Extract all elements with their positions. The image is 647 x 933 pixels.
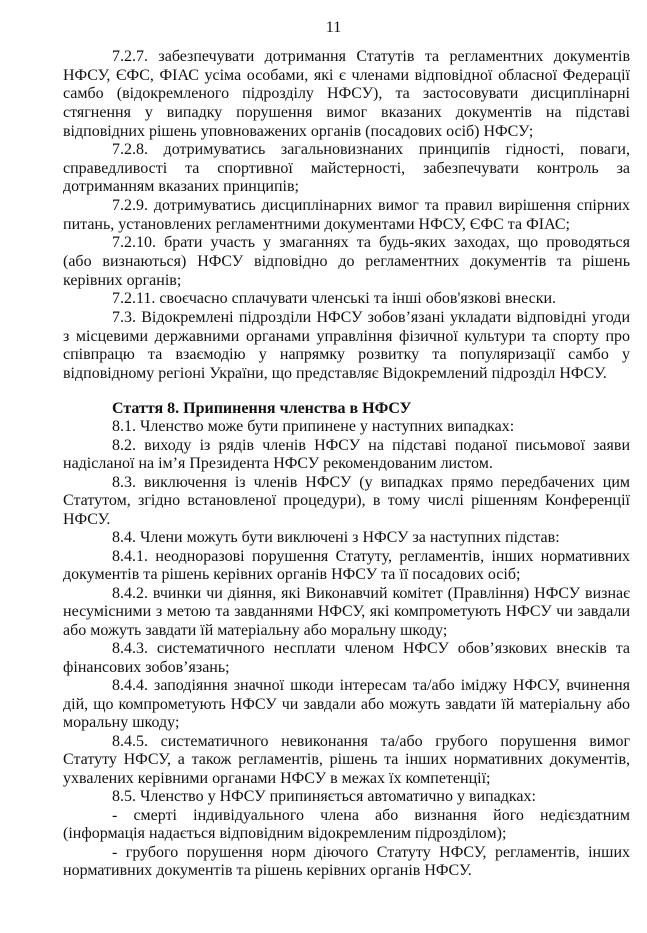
text-line: 8.4.3. систематичного несплати членом НФСУ обов’язкових внесків та bbox=[112, 640, 630, 658]
paragraph bbox=[63, 474, 630, 530]
paragraph bbox=[63, 640, 630, 677]
text-line: співпрацю та взаємодію у напрямку розвитку та популяризації самбо у bbox=[63, 346, 630, 364]
page-number: 11 bbox=[325, 19, 342, 36]
text-line: або можуть завдати їй матеріальну або моральну шкоду; bbox=[63, 621, 448, 639]
text-line: 8.4.4. заподіяння значної шкоди інтересам та/або іміджу НФСУ, вчинення bbox=[112, 677, 630, 695]
text-line: 8.4. Члени можуть бути виключені з НФСУ за наступних підстав: bbox=[112, 529, 560, 547]
text-line: документів та рішень керівних органів НФСУ та її посадових осіб; bbox=[63, 566, 521, 584]
text-line: фінансових зобов’язань; bbox=[63, 658, 230, 676]
text-line: 8.2. виходу із рядів членів НФСУ на підставі поданої письмової заяви bbox=[112, 436, 630, 454]
paragraph bbox=[63, 197, 630, 234]
text-line: моральну шкоду; bbox=[63, 714, 180, 732]
text-line: 7.2.10. брати участь у змаганнях та будь-яких заходах, що проводяться bbox=[112, 234, 630, 252]
paragraph bbox=[63, 548, 630, 585]
text-line: керівних органів; bbox=[63, 271, 182, 289]
text-line: 8.1. Членство може бути припинене у наступних випадках: bbox=[112, 418, 515, 436]
text-line: несумісними з метою та завданнями НФСУ, які компрометують НФСУ чи завдали bbox=[63, 603, 630, 621]
text-line: стягнення у випадку порушення вимог вказаних документів на підставі bbox=[63, 103, 630, 121]
paragraph bbox=[63, 807, 630, 844]
paragraph bbox=[63, 677, 630, 733]
paragraph bbox=[63, 733, 630, 789]
text-line: (інформація надається відповідним відокремленим підрозділом); bbox=[63, 825, 507, 843]
paragraph bbox=[63, 529, 630, 548]
paragraph bbox=[63, 48, 630, 141]
paragraph bbox=[63, 290, 630, 309]
text-line: 7.2.11. своєчасно сплачувати членські та інші обов'язкові внески. bbox=[112, 290, 557, 308]
article-heading: Стаття 8. Припинення членства в НФСУ bbox=[112, 399, 412, 417]
text-line: справедливості та спортивної майстерності, забезпечувати контроль за bbox=[63, 159, 630, 177]
text-line: 7.2.7. забезпечувати дотримання Статутів та регламентних документів bbox=[112, 48, 630, 65]
paragraph-gap bbox=[63, 384, 630, 400]
text-line: дій, що компрометують НФСУ чи завдали або можуть завдати їй матеріальну або bbox=[63, 695, 630, 713]
text-line: Статутом, згідно встановленої процедури), в тому числі рішенням Конференції bbox=[63, 492, 630, 510]
text-line: відповідних рішень уповноважених органів (посадових осіб) НФСУ; bbox=[63, 122, 534, 140]
article-8-paragraphs bbox=[63, 418, 630, 881]
text-line: дотриманням вказаних принципів; bbox=[63, 178, 299, 196]
text-line: 7.3. Відокремлені підрозділи НФСУ зобов’язані укладати відповідні угоди bbox=[112, 308, 630, 326]
text-line: 8.4.5. систематичного невиконання та/або грубого порушення вимог bbox=[112, 732, 630, 750]
text-line: з місцевими державними органами управління фізичної культури та спорту про bbox=[63, 327, 630, 345]
article-7-continuation bbox=[63, 48, 630, 384]
text-line: 8.4.1. неодноразові порушення Статуту, регламентів, інших нормативних bbox=[112, 547, 630, 565]
paragraph bbox=[63, 437, 630, 474]
text-line: надісланої на ім’я Президента НФСУ рекомендованим листом. bbox=[63, 455, 493, 473]
paragraph bbox=[63, 234, 630, 290]
text-line: 7.2.9. дотримуватись дисциплінарних вимог та правил вирішення спірних bbox=[112, 197, 630, 215]
text-line: 7.2.8. дотримуватись загальновизнаних принципів гідності, поваги, bbox=[112, 141, 630, 159]
paragraph bbox=[63, 309, 630, 384]
text-line: 8.5. Членство у НФСУ припиняється автоматично у випадках: bbox=[112, 788, 536, 806]
text-line: відповідному регіоні України, що представляє Відокремлений підрозділ НФСУ. bbox=[63, 364, 607, 382]
text-line: НФСУ, ЄФС, ФІАС усіма особами, які є членами відповідної обласної Федерації bbox=[63, 66, 630, 84]
article-8 bbox=[63, 400, 630, 881]
text-line: 8.4.2. вчинки чи діяння, які Виконавчий комітет (Правління) НФСУ визнає bbox=[112, 584, 630, 602]
text-line: (або визнаються) НФСУ відповідно до регламентних документів та рішень bbox=[63, 253, 630, 271]
text-line: нормативних документів та рішень керівних органів НФСУ. bbox=[63, 862, 472, 880]
text-line: 8.3. виключення із членів НФСУ (у випадках прямо передбачених цим bbox=[112, 473, 630, 491]
text-line: ухвалених керівними органами НФСУ в межах їх компетенції; bbox=[63, 769, 491, 787]
paragraph bbox=[63, 585, 630, 641]
text-line: - смерті індивідуального члена або визнання його недієздатним bbox=[112, 806, 630, 824]
paragraph bbox=[63, 418, 630, 437]
text-line: НФСУ. bbox=[63, 510, 111, 528]
text-line: Статуту НФСУ, а також регламентів, рішень та інших нормативних документів, bbox=[63, 751, 630, 769]
text-line: питань, установлених регламентними документами НФСУ, ЄФС та ФІАС; bbox=[63, 215, 570, 233]
text-line: - грубого порушення норм діючого Статуту НФСУ, регламентів, інших bbox=[112, 843, 630, 861]
paragraph bbox=[63, 141, 630, 197]
paragraph bbox=[63, 844, 630, 881]
text-line: самбо (відокремленого підрозділу НФСУ), та застосовувати дисциплінарні bbox=[63, 85, 630, 103]
article-8-heading-block bbox=[63, 400, 630, 419]
document-body bbox=[63, 48, 630, 881]
paragraph bbox=[63, 788, 630, 807]
